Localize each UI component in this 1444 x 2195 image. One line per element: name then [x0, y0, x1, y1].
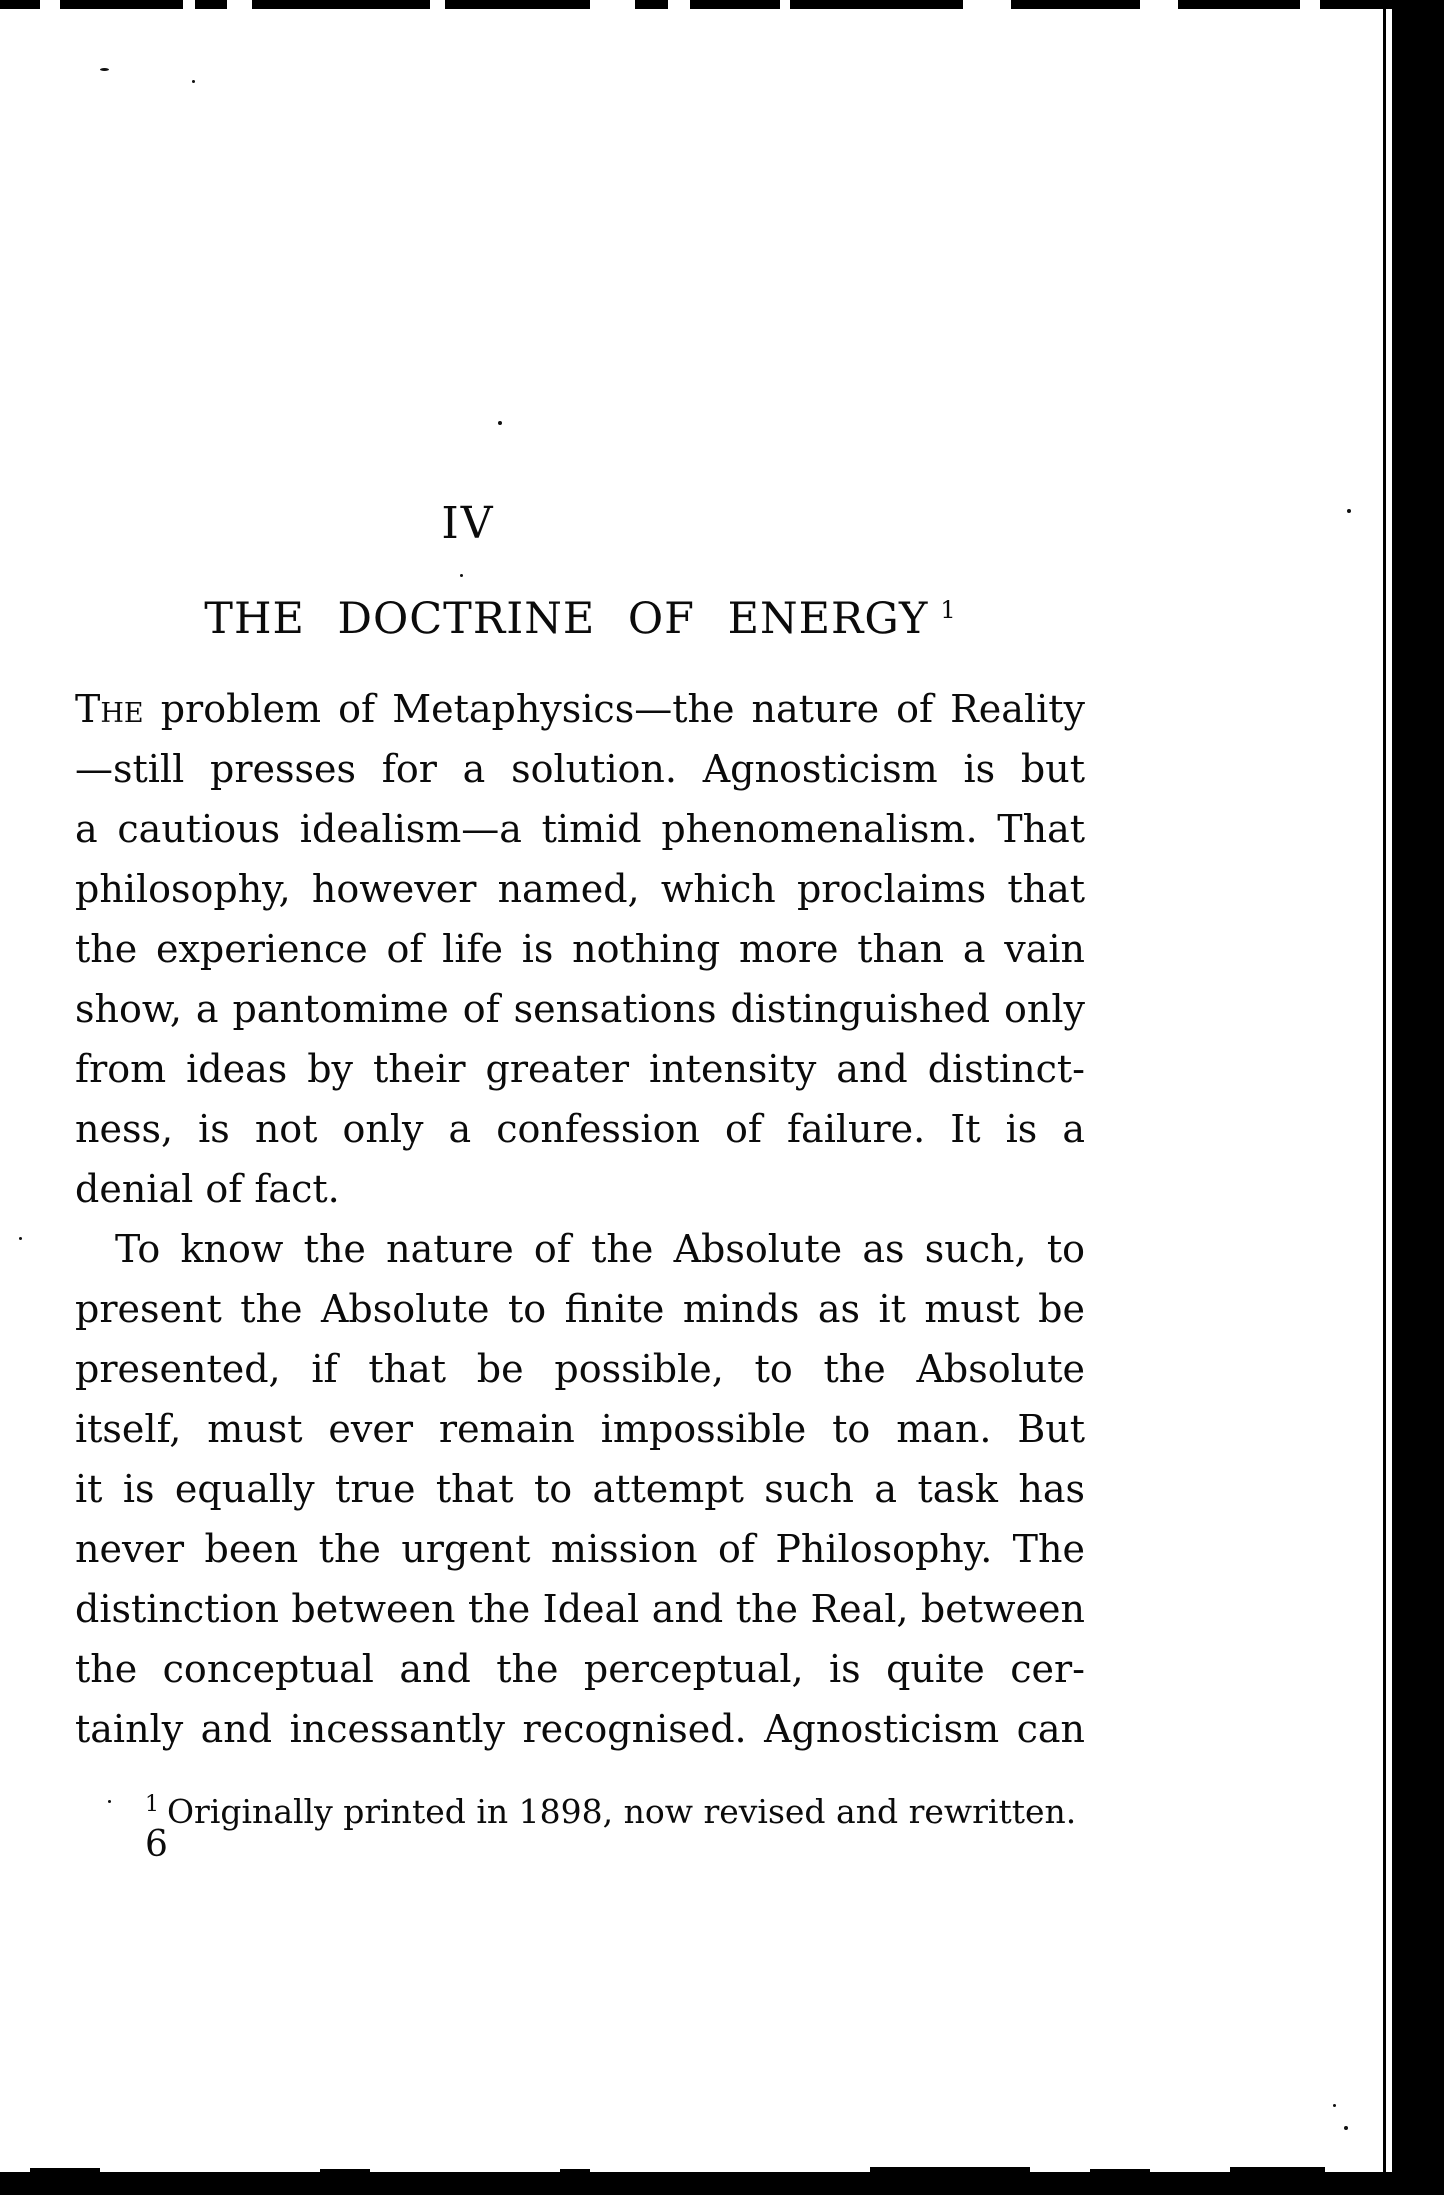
text-line [75, 679, 1085, 739]
text-line: show, a pantomime of sensations distinguished only [75, 987, 1085, 1031]
text-line: it is equally true that to attempt such a task has [75, 1467, 1085, 1511]
text-line: —still presses for a solution. Agnosticism is but [75, 747, 1085, 791]
scan-speck [460, 574, 463, 577]
body-text [75, 679, 1085, 1759]
text-line: ness, is not only a confession of failure. It is a [75, 1107, 1085, 1151]
scan-edge-ragged [1090, 2169, 1150, 2173]
chapter-title-text: THE DOCTRINE OF ENERGY [204, 594, 929, 644]
chapter-title [75, 594, 1085, 644]
scan-edge-bottom [0, 2172, 1444, 2195]
scan-edge-ragged [560, 2169, 590, 2173]
text-line: from ideas by their greater intensity and distinct- [75, 1047, 1085, 1091]
text-line: present the Absolute to finite minds as it must be [75, 1287, 1085, 1331]
title-footnote-marker: 1 [940, 595, 956, 624]
scan-edge-ragged [320, 2169, 370, 2173]
paragraph-1-lines [75, 739, 1085, 1219]
paragraph-2-lines [75, 1219, 1085, 1759]
lead-line-rest: problem of Metaphysics—the nature of Reality [143, 687, 1085, 731]
text-line: denial of fact. [75, 1167, 340, 1211]
scan-edge-ragged [1230, 2167, 1325, 2173]
text-line: presented, if that be possible, to the Absolute [75, 1347, 1085, 1391]
scan-speck [1344, 2126, 1348, 2130]
lead-word: The [75, 687, 144, 731]
scan-edge-right [1392, 0, 1444, 2195]
chapter-number: IV [441, 498, 495, 549]
text-line: To know the nature of the Absolute as such, to [115, 1227, 1085, 1271]
text-line: distinction between the Ideal and the Real, between [75, 1587, 1085, 1631]
footnote-marker: 1 [145, 1792, 159, 1817]
text-line: philosophy, however named, which proclaims that [75, 867, 1085, 911]
footnote [75, 1785, 1085, 1832]
text-line: a cautious idealism—a timid phenomenalism. That [75, 807, 1085, 851]
text-line: tainly and incessantly recognised. Agnosticism can [75, 1707, 1085, 1751]
scan-gutter-line [1383, 0, 1386, 2195]
text-line: the conceptual and the perceptual, is quite cer- [75, 1647, 1085, 1691]
footnote-text: Originally printed in 1898, now revised and rewritten. [167, 1792, 1077, 1831]
scan-speck [1333, 2104, 1336, 2107]
text-line: never been the urgent mission of Philosophy. The [75, 1527, 1085, 1571]
scan-edge-ragged [30, 2168, 100, 2173]
page-number: 6 [145, 1824, 168, 1865]
scan-speck [1347, 509, 1351, 513]
scan-speck [498, 421, 502, 425]
scan-speck [192, 80, 195, 83]
scan-edge-ragged [870, 2167, 1030, 2173]
text-line: itself, must ever remain impossible to man. But [75, 1407, 1085, 1451]
scan-speck [100, 68, 109, 71]
scan-speck [19, 1237, 22, 1240]
scan-edge-top [0, 0, 1444, 9]
text-line: the experience of life is nothing more than a vain [75, 927, 1085, 971]
